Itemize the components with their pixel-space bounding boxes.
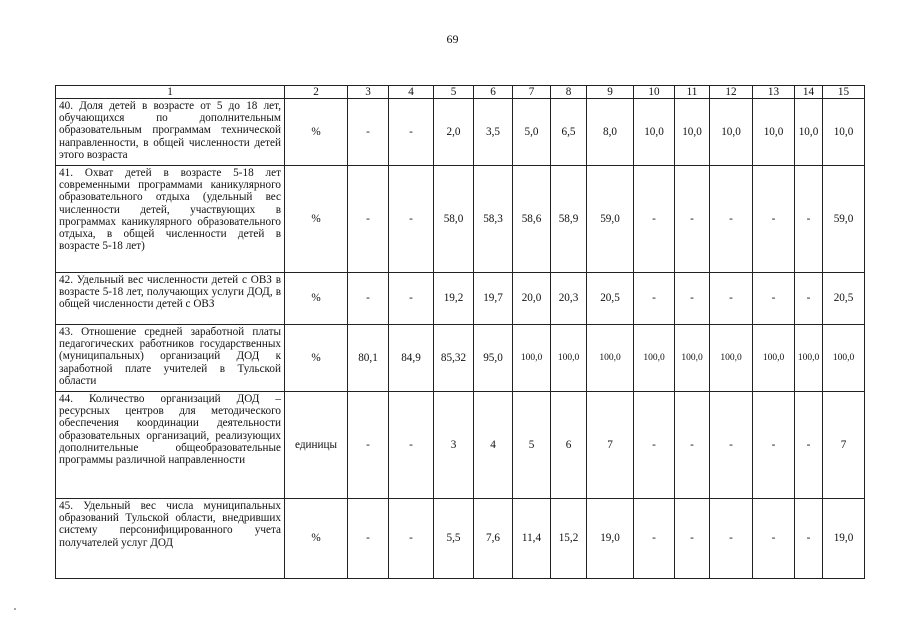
value-cell: - <box>348 499 389 579</box>
value-cell: 100,0 <box>823 325 865 392</box>
table-row <box>56 499 865 579</box>
value-cell: - <box>710 166 753 273</box>
value-cell: 100,0 <box>795 325 823 392</box>
table-row <box>56 273 865 325</box>
value-cell: 20,5 <box>823 273 865 325</box>
unit-cell: % <box>285 273 348 325</box>
value-cell: 80,1 <box>348 325 389 392</box>
header-cell: 3 <box>348 86 389 99</box>
header-cell: 7 <box>513 86 551 99</box>
unit-cell: % <box>285 166 348 273</box>
value-cell: - <box>795 392 823 499</box>
value-cell: 5 <box>513 392 551 499</box>
page-number: 69 <box>446 32 459 46</box>
value-cell: - <box>710 499 753 579</box>
indicator-description: 43. Отношение средней заработной платы педагогических работников государственных (муниципальных) организаций ДОД к заработной плате учителей в Тульской области <box>56 325 285 392</box>
value-cell: - <box>634 273 675 325</box>
table-row <box>56 392 865 499</box>
value-cell: - <box>348 99 389 166</box>
unit-cell: единицы <box>285 392 348 499</box>
value-cell: 15,2 <box>551 499 587 579</box>
value-cell: - <box>389 166 434 273</box>
value-cell: - <box>634 166 675 273</box>
value-cell: 7,6 <box>474 499 513 579</box>
value-cell: 58,6 <box>513 166 551 273</box>
value-cell: - <box>634 499 675 579</box>
indicator-description: 41. Охват детей в возрасте 5-18 лет современными программами каникулярного образовательного отдыха (удельный вес численности детей, участвующих в программах каникулярного образовательного отдыха, в общей численности детей в возрасте 5-18 лет) <box>56 166 285 273</box>
value-cell: 20,5 <box>587 273 634 325</box>
value-cell: - <box>348 166 389 273</box>
value-cell: 100,0 <box>675 325 710 392</box>
value-cell: 19,7 <box>474 273 513 325</box>
header-cell: 4 <box>389 86 434 99</box>
header-cell: 12 <box>710 86 753 99</box>
value-cell: 58,9 <box>551 166 587 273</box>
value-cell: - <box>753 499 795 579</box>
value-cell: - <box>753 273 795 325</box>
value-cell: 59,0 <box>823 166 865 273</box>
value-cell: - <box>675 499 710 579</box>
indicator-description: 44. Количество организаций ДОД – ресурсных центров для методического обеспечения координации деятельности образовательных организаций, реализующих дополнительные общеобразовательные программы различной направленности <box>56 392 285 499</box>
value-cell: 20,3 <box>551 273 587 325</box>
header-cell: 13 <box>753 86 795 99</box>
value-cell: 6,5 <box>551 99 587 166</box>
value-cell: 10,0 <box>710 99 753 166</box>
indicator-description: 42. Удельный вес численности детей с ОВЗ в возрасте 5-18 лет, получающих услуги ДОД, в общей численности детей с ОВЗ <box>56 273 285 325</box>
value-cell: - <box>753 392 795 499</box>
value-cell: 2,0 <box>434 99 474 166</box>
value-cell: - <box>348 392 389 499</box>
value-cell: 5,5 <box>434 499 474 579</box>
value-cell: 100,0 <box>551 325 587 392</box>
value-cell: 10,0 <box>753 99 795 166</box>
table-row <box>56 325 865 392</box>
value-cell: - <box>634 392 675 499</box>
value-cell: - <box>389 99 434 166</box>
value-cell: 95,0 <box>474 325 513 392</box>
header-cell: 11 <box>675 86 710 99</box>
value-cell: - <box>795 166 823 273</box>
header-cell: 15 <box>823 86 865 99</box>
value-cell: 100,0 <box>634 325 675 392</box>
value-cell: 3 <box>434 392 474 499</box>
table-body <box>56 86 865 579</box>
value-cell: 4 <box>474 392 513 499</box>
value-cell: 20,0 <box>513 273 551 325</box>
value-cell: 58,3 <box>474 166 513 273</box>
value-cell: - <box>675 392 710 499</box>
value-cell: 100,0 <box>587 325 634 392</box>
value-cell: 6 <box>551 392 587 499</box>
value-cell: - <box>348 273 389 325</box>
value-cell: - <box>675 166 710 273</box>
value-cell: 7 <box>587 392 634 499</box>
value-cell: 8,0 <box>587 99 634 166</box>
header-cell: 1 <box>56 86 285 99</box>
value-cell: - <box>795 273 823 325</box>
value-cell: - <box>389 392 434 499</box>
header-cell: 6 <box>474 86 513 99</box>
value-cell: 84,9 <box>389 325 434 392</box>
value-cell: - <box>675 273 710 325</box>
table-row <box>56 99 865 166</box>
header-cell: 10 <box>634 86 675 99</box>
value-cell: 59,0 <box>587 166 634 273</box>
table-header-row <box>56 86 865 99</box>
unit-cell: % <box>285 499 348 579</box>
value-cell: - <box>753 166 795 273</box>
value-cell: 85,32 <box>434 325 474 392</box>
value-cell: 10,0 <box>634 99 675 166</box>
header-cell: 8 <box>551 86 587 99</box>
table-row <box>56 166 865 273</box>
scan-artifact <box>14 608 16 610</box>
value-cell: 19,0 <box>823 499 865 579</box>
value-cell: 10,0 <box>795 99 823 166</box>
indicators-table <box>55 85 865 579</box>
value-cell: 5,0 <box>513 99 551 166</box>
value-cell: - <box>795 499 823 579</box>
value-cell: - <box>389 499 434 579</box>
header-cell: 14 <box>795 86 823 99</box>
value-cell: 100,0 <box>513 325 551 392</box>
indicator-description: 40. Доля детей в возрасте от 5 до 18 лет, обучающихся по дополнительным образовательным программам технической направленности, в общей численности детей этого возраста <box>56 99 285 166</box>
value-cell: 3,5 <box>474 99 513 166</box>
header-cell: 9 <box>587 86 634 99</box>
value-cell: 10,0 <box>675 99 710 166</box>
value-cell: 7 <box>823 392 865 499</box>
header-cell: 2 <box>285 86 348 99</box>
value-cell: 10,0 <box>823 99 865 166</box>
unit-cell: % <box>285 325 348 392</box>
value-cell: - <box>710 273 753 325</box>
value-cell: - <box>389 273 434 325</box>
indicator-description: 45. Удельный вес числа муниципальных образований Тульской области, внедривших систему персонифицированного учета получателей услуг ДОД <box>56 499 285 579</box>
value-cell: 58,0 <box>434 166 474 273</box>
value-cell: 11,4 <box>513 499 551 579</box>
value-cell: 100,0 <box>753 325 795 392</box>
value-cell: 100,0 <box>710 325 753 392</box>
header-cell: 5 <box>434 86 474 99</box>
unit-cell: % <box>285 99 348 166</box>
value-cell: - <box>710 392 753 499</box>
value-cell: 19,0 <box>587 499 634 579</box>
value-cell: 19,2 <box>434 273 474 325</box>
